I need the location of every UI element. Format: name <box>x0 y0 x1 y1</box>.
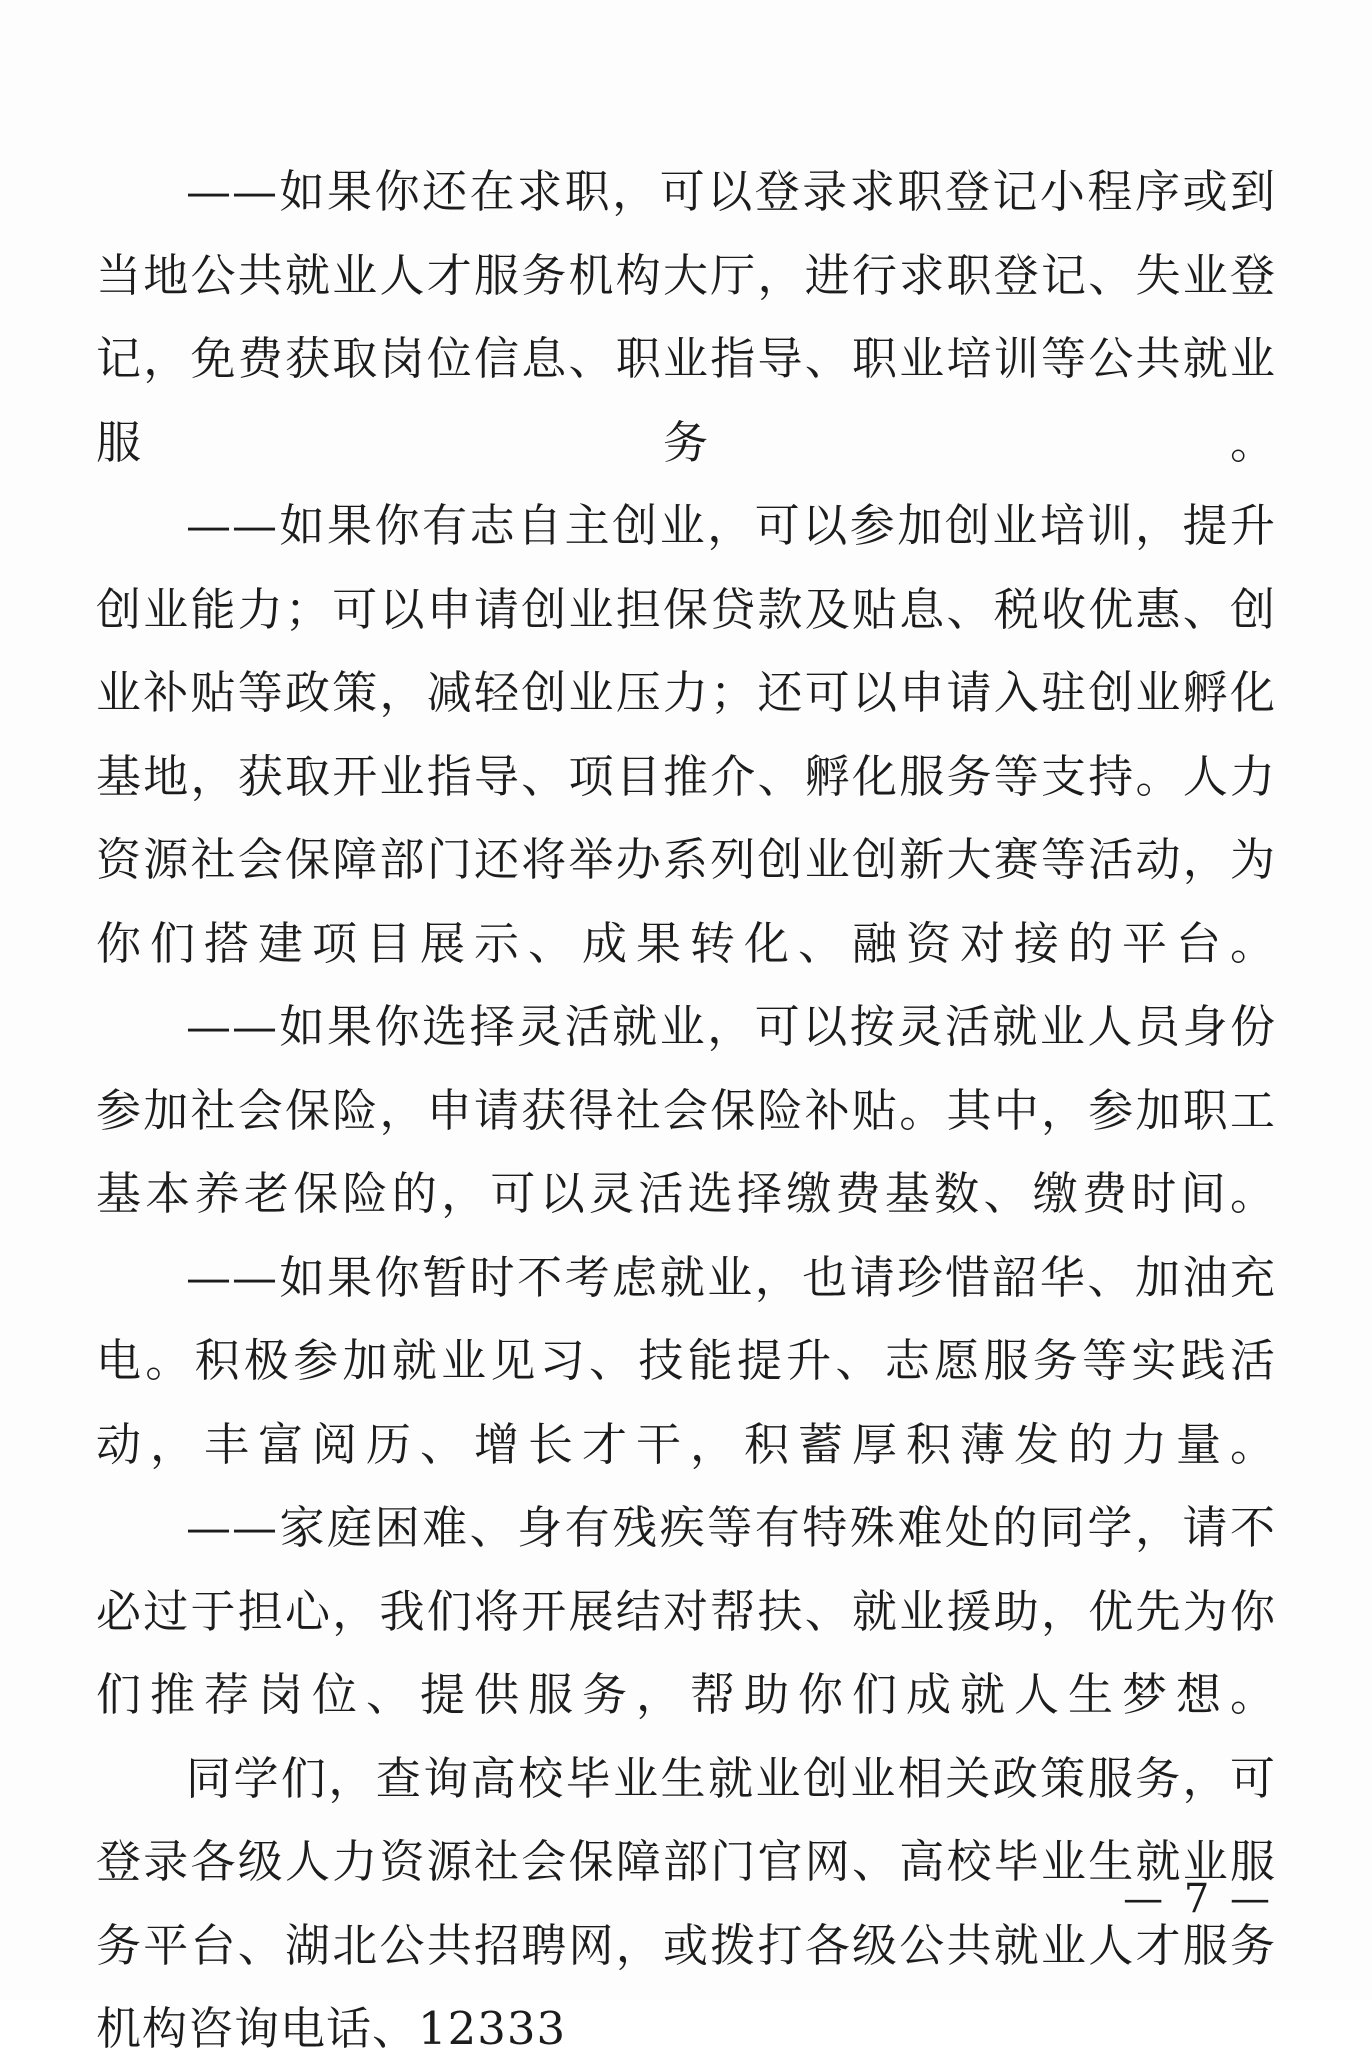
paragraph-flexible-employment: ——如果你选择灵活就业，可以按灵活就业人员身份参加社会保险，申请获得社会保险补贴。其中，参加职工基本养老保险的，可以灵活选择缴费基数、缴费时间。 <box>96 1000 1276 1220</box>
page-number: — 7 — <box>1123 1876 1274 1922</box>
paragraph-not-employed: ——如果你暂时不考虑就业，也请珍惜韶华、加油充电。积极参加就业见习、技能提升、志愿服务等实践活动，丰富阅历、增长才干，积蓄厚积薄发的力量。 <box>96 1250 1276 1471</box>
paragraph-policy-inquiry: 同学们，查询高校毕业生就业创业相关政策服务，可登录各级人力资源社会保障部门官网、高校毕业生就业服务平台、湖北公共招聘网，或拨打各级公共就业人才服务机构咨询电话、12333 <box>96 1751 1276 2055</box>
paragraph-special-difficulty: ——家庭困难、身有残疾等有特殊难处的同学，请不必过于担心，我们将开展结对帮扶、就业援助，优先为你们推荐岗位、提供服务，帮助你们成就人生梦想。 <box>96 1501 1276 1721</box>
paragraph-entrepreneurship: ——如果你有志自主创业，可以参加创业培训，提升创业能力；可以申请创业担保贷款及贴息、税收优惠、创业补贴等政策，减轻创业压力；还可以申请入驻创业孵化基地，获取开业指导、项目推介、孵化服务等支持。人力资源社会保障部门还将举办系列创业创新大赛等活动，为你们搭建项目展示、成果转化、融资对接的平台。 <box>96 499 1276 970</box>
body-text <box>96 150 1276 2071</box>
paragraph-job-seeking: ——如果你还在求职，可以登录求职登记小程序或到当地公共就业人才服务机构大厅，进行求职登记、失业登记，免费获取岗位信息、职业指导、职业培训等公共就业服务。 <box>96 165 1276 469</box>
